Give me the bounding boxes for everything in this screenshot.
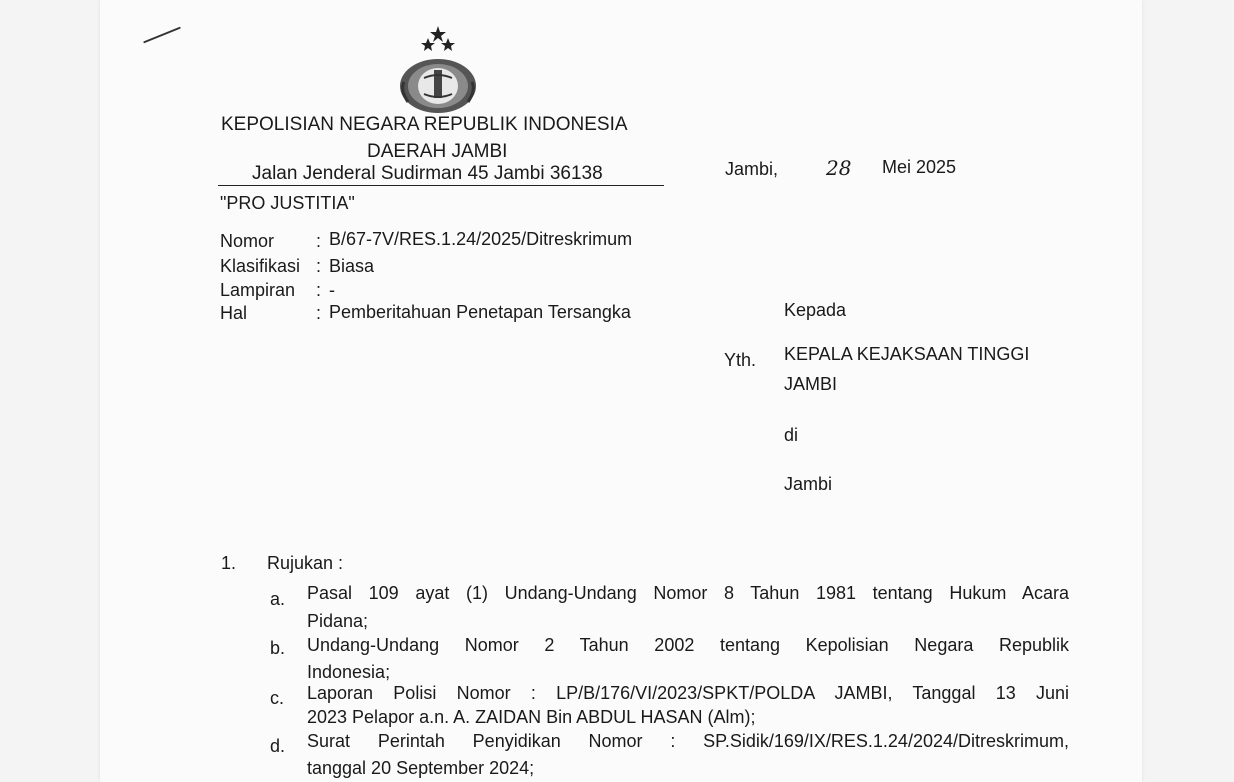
recipient-place: Jambi xyxy=(784,474,833,494)
recipient-di: di xyxy=(784,425,799,445)
lampiran-value: - xyxy=(329,280,335,300)
org-address: Jalan Jenderal Sudirman 45 Jambi 36138 xyxy=(252,163,603,184)
org-name-line1: KEPOLISIAN NEGARA REPUBLIK INDONESIA xyxy=(221,114,628,135)
lampiran-label: Lampiran xyxy=(220,280,296,300)
yth-label: Yth. xyxy=(724,350,757,370)
pro-justitia: "PRO JUSTITIA" xyxy=(220,193,355,213)
reference-letter: d. xyxy=(270,736,286,756)
reference-line: Pasal 109 ayat (1) Undang-Undang Nomor 8 Tahun 1981 tentang Hukum Acara xyxy=(307,583,1069,603)
org-name-line2: DAERAH JAMBI xyxy=(367,141,508,162)
reference-line-cont: tanggal 20 September 2024; xyxy=(307,758,535,778)
hal-colon: : xyxy=(316,303,322,323)
police-emblem-logo xyxy=(390,24,486,116)
pen-stroke-mark xyxy=(143,27,181,44)
hal-value: Pemberitahuan Penetapan Tersangka xyxy=(329,302,631,322)
reference-line: Laporan Polisi Nomor : LP/B/176/VI/2023/SPKT/POLDA JAMBI, Tanggal 13 Juni xyxy=(307,683,1069,703)
nomor-value: B/67-7V/RES.1.24/2025/Ditreskrimum xyxy=(329,229,633,249)
nomor-colon: : xyxy=(316,231,322,251)
recipient-name-line2: JAMBI xyxy=(784,374,838,394)
reference-line: Surat Perintah Penyidikan Nomor : SP.Sidik/169/IX/RES.1.24/2024/Ditreskrimum, xyxy=(307,731,1069,751)
section1-number: 1. xyxy=(221,553,237,573)
reference-line-cont: Pidana; xyxy=(307,611,369,631)
reference-letter: a. xyxy=(270,589,286,609)
recipient-name-line1: KEPALA KEJAKSAAN TINGGI xyxy=(784,344,1030,364)
klasifikasi-label: Klasifikasi xyxy=(220,256,301,276)
reference-letter: b. xyxy=(270,638,286,658)
hal-label: Hal xyxy=(220,303,248,323)
lampiran-colon: : xyxy=(316,280,322,300)
letter-page xyxy=(100,0,1142,782)
klasifikasi-colon: : xyxy=(316,256,322,276)
reference-line-cont: Indonesia; xyxy=(307,662,391,682)
klasifikasi-value: Biasa xyxy=(329,256,375,276)
header-divider xyxy=(218,185,664,186)
section1-title: Rujukan : xyxy=(267,553,344,573)
reference-line-cont: 2023 Pelapor a.n. A. ZAIDAN Bin ABDUL HASAN (Alm); xyxy=(307,707,756,727)
date-month-year: Mei 2025 xyxy=(882,157,957,177)
reference-line: Undang-Undang Nomor 2 Tahun 2002 tentang Kepolisian Negara Republik xyxy=(307,635,1069,655)
date-day-handwritten: 28 xyxy=(826,156,852,180)
kepada-label: Kepada xyxy=(784,300,847,320)
date-city: Jambi, xyxy=(725,159,779,179)
reference-letter: c. xyxy=(270,688,285,708)
nomor-label: Nomor xyxy=(220,231,275,251)
